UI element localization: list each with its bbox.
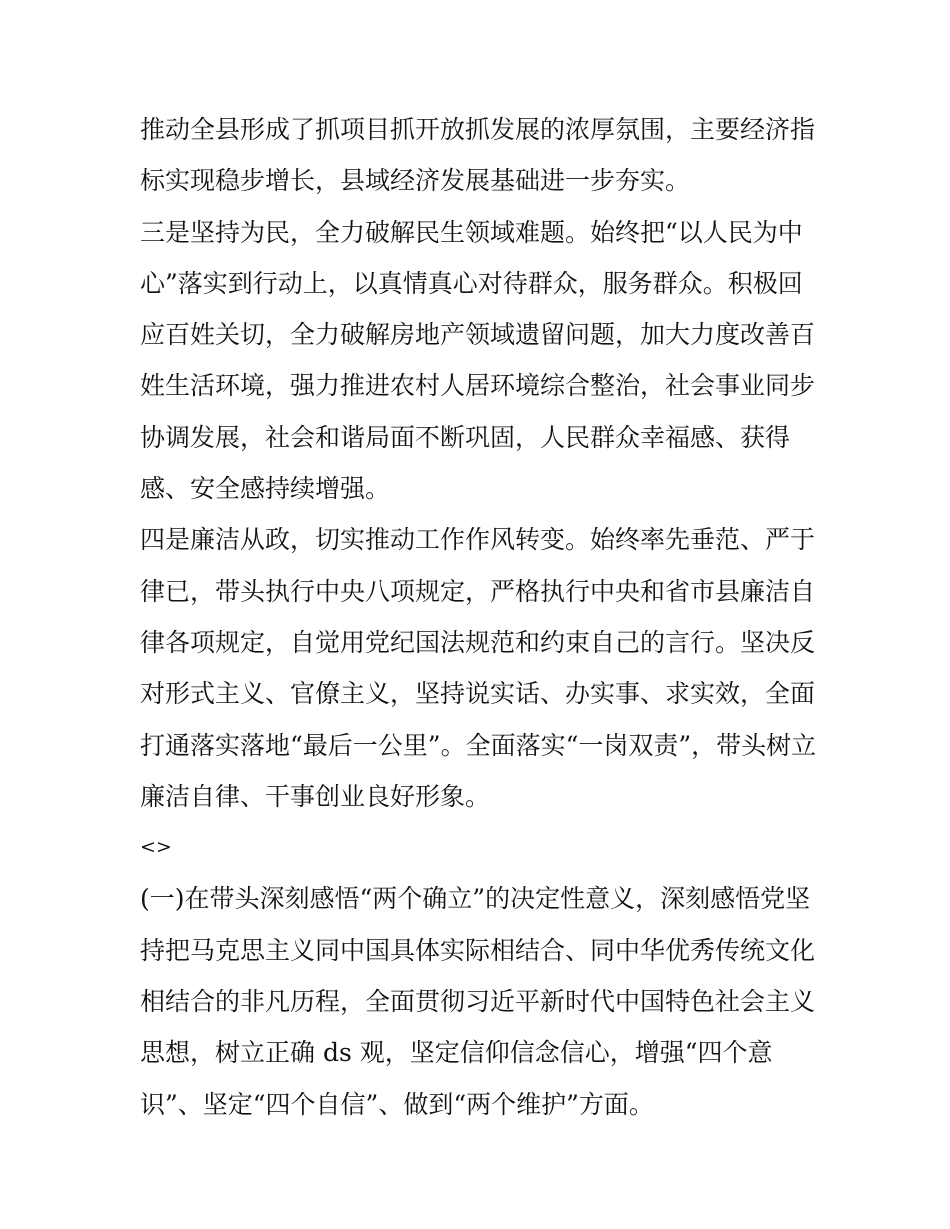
text-line: 三是坚持为民，全力破解民生领域难题。始终把“以人民为中 [140, 217, 803, 247]
text-line: 标实现稳步增长，县域经济发展基础进一步夯实。 [140, 166, 691, 196]
text-line: 律已，带头执行中央八项规定，严格执行中央和省市县廉洁自 [140, 576, 816, 606]
text-line: 应百姓关切，全力破解房地产领域遗留问题，加大力度改善百 [140, 320, 816, 350]
text-line: (一)在带头深刻感悟“两个确立”的决定性意义，深刻感悟党坚 [140, 884, 811, 914]
text-line: 打通落实落地“最后一公里”。全面落实“一岗双责”，带头树立 [140, 730, 817, 760]
text-line: 感、安全感持续增强。 [140, 474, 391, 504]
section-marker: <> [140, 836, 172, 859]
text-line: 对形式主义、官僚主义，坚持说实话、办实事、求实效，全面 [140, 679, 816, 709]
text-line: 律各项规定，自觉用党纪国法规范和约束自己的言行。坚决反 [140, 627, 816, 657]
document-body [140, 104, 820, 1130]
text-line: 识”、坚定“四个自信”、做到“两个维护”方面。 [140, 1089, 654, 1119]
text-line: 相结合的非凡历程，全面贯彻习近平新时代中国特色社会主义 [140, 987, 816, 1017]
text-line: 协调发展，社会和谐局面不断巩固，人民群众幸福感、获得 [140, 422, 791, 452]
text-line: 四是廉洁从政，切实推动工作作风转变。始终率先垂范、严于 [140, 525, 816, 555]
text-line: 姓生活环境，强力推进农村人居环境综合整治，社会事业同步 [140, 371, 816, 401]
text-line: 心”落实到行动上，以真情真心对待群众，服务群众。积极回 [140, 268, 803, 298]
text-line: 思想，树立正确 ds 观，坚定信仰信念信心，增强“四个意 [140, 1038, 773, 1068]
text-line: 推动全县形成了抓项目抓开放抓发展的浓厚氛围，主要经济指 [140, 115, 816, 144]
text-line: 持把马克思主义同中国具体实际相结合、同中华优秀传统文化 [140, 935, 816, 965]
text-line: 廉洁自律、干事创业良好形象。 [140, 781, 491, 811]
